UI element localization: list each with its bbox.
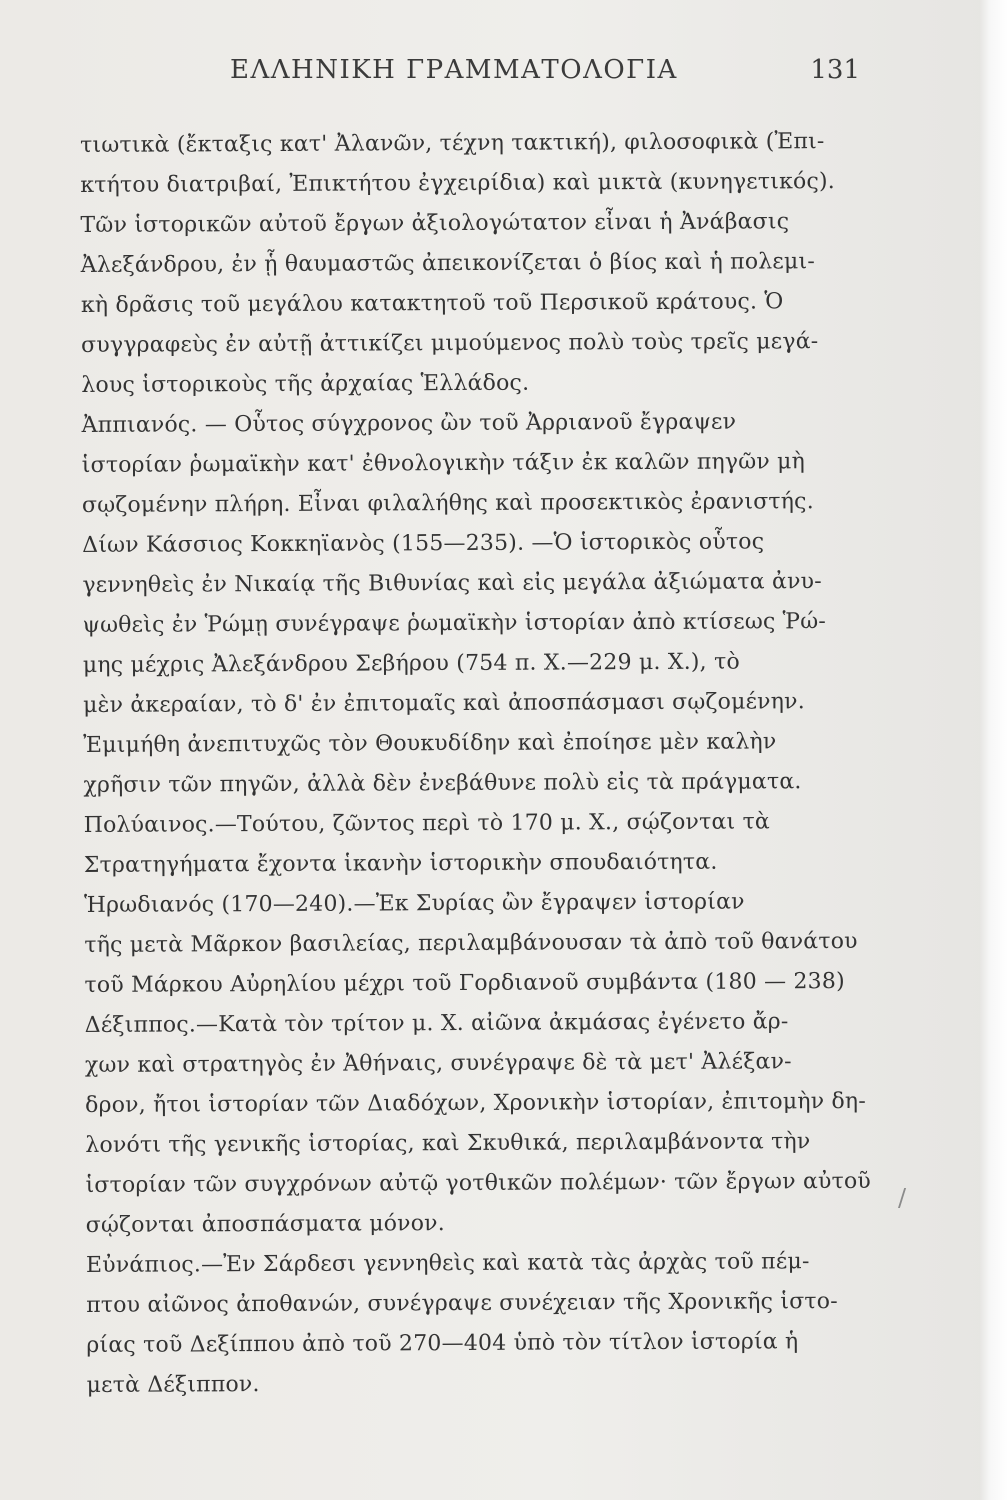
text-line: ρίας τοῦ Δεξίππου ἀπὸ τοῦ 270—404 ὑπὸ τὸν τίτλον ἱστορία ἡ [86, 1329, 799, 1358]
text-line: σῴζονται ἀποσπάσματα μόνον. [85, 1211, 445, 1238]
text-line: πτου αἰῶνος ἀποθανών, συνέγραψε συνέχειαν τῆς Χρονικῆς ἱστο- [86, 1289, 838, 1318]
text-line: Δέξιππος.—Κατὰ τὸν τρίτον μ. Χ. αἰῶνα ἀκμάσας ἐγένετο ἄρ- [84, 1009, 789, 1038]
text-line: μετὰ Δέξιππον. [86, 1372, 260, 1398]
text-line: ἱστορίαν τῶν συγχρόνων αὐτῷ γοτθικῶν πολέμων· τῶν ἔργων αὐτοῦ [85, 1168, 872, 1198]
text-line: κτήτου διατριβαί, Ἐπικτήτου ἐγχειρίδια) καὶ μικτὰ (κυνηγετικός). [80, 169, 836, 198]
text-line: Πολύαινος.—Τούτου, ζῶντος περὶ τὸ 170 μ. Χ., σῴζονται τὰ [83, 809, 771, 838]
text-line: Ἀλεξάνδρου, ἐν ᾗ θαυμαστῶς ἀπεικονίζεται ὁ βίος καὶ ἡ πολεμι- [80, 249, 816, 278]
page-edge [980, 0, 1008, 1500]
text-line: Ἐμιμήθη ἀνεπιτυχῶς τὸν Θουκυδίδην καὶ ἐποίησε μὲν καλὴν [83, 729, 777, 758]
text-line: ἱστορίαν ῥωμαϊκὴν κατ' ἐθνολογικὴν τάξιν ἐκ καλῶν πηγῶν μὴ [81, 449, 806, 478]
text-line: Στρατηγήματα ἔχοντα ἱκανὴν ἱστορικὴν σπουδαιότητα. [83, 849, 718, 878]
page-number: 131 [810, 55, 860, 85]
text-line: Ἀππιανός. — Οὗτος σύγχρονος ὢν τοῦ Ἀρριανοῦ ἔγραψεν [81, 409, 737, 438]
page-header [70, 55, 870, 95]
text-line: κὴ δρᾶσις τοῦ μεγάλου κατακτητοῦ τοῦ Περσικοῦ κράτους. Ὁ [80, 289, 784, 318]
text-line: σῳζομένην πλήρη. Εἶναι φιλαλήθης καὶ προσεκτικὸς ἐρανιστής. [81, 489, 814, 518]
body-text [80, 122, 897, 1406]
text-line: συγγραφεὺς ἐν αὐτῇ ἀττικίζει μιμούμενος πολὺ τοὺς τρεῖς μεγά- [81, 329, 819, 358]
text-line: Εὐνάπιος.—Ἐν Σάρδεσι γεννηθεὶς καὶ κατὰ τὰς ἀρχὰς τοῦ πέμ- [85, 1249, 810, 1278]
text-line: Ἡρωδιανός (170—240).—Ἐκ Συρίας ὢν ἔγραψεν ἱστορίαν [84, 889, 745, 918]
text-line: τοῦ Μάρκου Αὐρηλίου μέχρι τοῦ Γορδιανοῦ συμβάντα (180 — 238) [84, 969, 845, 998]
text-line: λους ἱστορικοὺς τῆς ἀρχαίας Ἑλλάδος. [81, 370, 530, 398]
text-line: Δίων Κάσσιος Κοκκηϊανὸς (155—235). —Ὁ ἱστορικὸς οὗτος [82, 529, 765, 558]
text-line: μης μέχρις Ἀλεξάνδρου Σεβήρου (754 π. Χ.—229 μ. Χ.), τὸ [82, 649, 740, 678]
text-line: τιωτικὰ (ἔκταξις κατ' Ἀλανῶν, τέχνη τακτική), φιλοσοφικὰ (Ἐπι- [80, 129, 825, 158]
text-line: Τῶν ἱστορικῶν αὐτοῦ ἔργων ἀξιολογώτατον εἶναι ἡ Ἀνάβασις [80, 209, 790, 238]
text-line: τῆς μετὰ Μᾶρκον βασιλείας, περιλαμβάνουσαν τὰ ἀπὸ τοῦ θανάτου [84, 928, 858, 958]
text-line: μὲν ἀκεραίαν, τὸ δ' ἐν ἐπιτομαῖς καὶ ἀποσπάσμασι σῳζομένην. [82, 689, 805, 718]
text-line: ψωθεὶς ἐν Ῥώμῃ συνέγραψε ῥωμαϊκὴν ἱστορίαν ἀπὸ κτίσεως Ῥώ- [82, 609, 827, 638]
text-line: χων καὶ στρατηγὸς ἐν Ἀθήναις, συνέγραψε δὲ τὰ μετ' Ἀλέξαν- [84, 1049, 792, 1078]
text-line: λονότι τῆς γενικῆς ἱστορίας, καὶ Σκυθικά, περιλαμβάνοντα τὴν [85, 1129, 811, 1158]
margin-mark: / [898, 1184, 907, 1212]
running-head: ΕΛΛΗΝΙΚΗ ΓΡΑΜΜΑΤΟΛΟΓΙΑ [230, 55, 678, 85]
text-line: χρῆσιν τῶν πηγῶν, ἀλλὰ δὲν ἐνεβάθυνε πολὺ εἰς τὰ πράγματα. [83, 769, 802, 798]
text-line: γεννηθεὶς ἐν Νικαίᾳ τῆς Βιθυνίας καὶ εἰς μεγάλα ἀξιώματα ἀνυ- [82, 569, 822, 598]
text-line: δρον, ἤτοι ἱστορίαν τῶν Διαδόχων, Χρονικὴν ἱστορίαν, ἐπιτομὴν δη- [85, 1088, 866, 1118]
